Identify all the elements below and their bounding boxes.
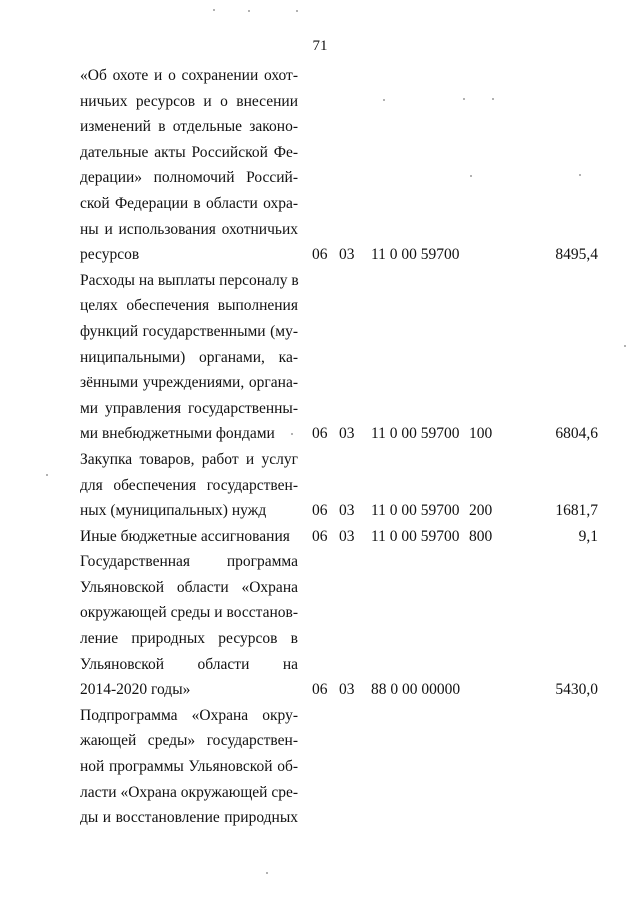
description-line: ды и восстановление природных [80, 809, 298, 827]
description-line: 2014-2020 годы» [80, 681, 191, 699]
description-line: ных (муниципальных) нужд [80, 502, 267, 520]
table-row [80, 703, 600, 831]
target-article-code: 11 0 00 59700 [371, 527, 460, 545]
description-line: «Об охоте и о сохранении охот- [80, 67, 298, 84]
expense-type-code: 800 [469, 527, 493, 545]
target-article-code: 88 0 00 00000 [371, 681, 461, 699]
description-line: Подпрограмма «Охрана окру- [80, 706, 298, 724]
subsection-code: 03 [339, 681, 355, 699]
section-code: 06 [312, 502, 328, 520]
scan-speck [46, 474, 48, 476]
description-line: дательные акты Российской Фе- [80, 143, 298, 161]
description-line: дерации» полномочий Россий- [80, 169, 298, 187]
amount: 5430,0 [555, 681, 598, 699]
scan-speck [296, 10, 298, 12]
description-line: ление природных ресурсов в [80, 630, 298, 648]
description-line: ничьих ресурсов и о внесении [80, 92, 298, 110]
description-line: ми внебюджетными фондами [80, 425, 275, 443]
table-row [80, 524, 600, 550]
description-line: окружающей среды и восстанов- [80, 604, 298, 622]
description-line: изменений в отдельные законо- [80, 118, 298, 136]
amount: 9,1 [578, 527, 598, 545]
description-line: ны и использования охотничьих [80, 220, 298, 238]
target-article-code: 11 0 00 59700 [371, 502, 460, 520]
table-row [80, 268, 600, 447]
description-line: ресурсов [80, 246, 140, 264]
description-line: ной программы Ульяновской об- [80, 758, 298, 776]
scan-speck [266, 872, 268, 874]
expense-type-code: 200 [469, 502, 493, 520]
subsection-code: 03 [339, 527, 355, 545]
row-description [80, 549, 298, 703]
description-line: жающей среды» государствен- [80, 732, 298, 750]
description-line: Расходы на выплаты персоналу в [80, 271, 299, 289]
description-line: для обеспечения государствен- [80, 476, 298, 494]
scan-speck [383, 99, 385, 101]
subsection-code: 03 [339, 425, 355, 443]
subsection-code: 03 [339, 246, 355, 264]
row-description [80, 268, 298, 447]
row-description [80, 524, 298, 550]
scan-speck [624, 345, 626, 347]
description-line: Иные бюджетные ассигнования [80, 527, 290, 545]
description-line: ми управления государственны- [80, 399, 298, 417]
scan-speck [579, 174, 581, 176]
description-line: целях обеспечения выполнения [80, 297, 298, 315]
scan-speck [463, 98, 465, 100]
description-line: ниципальными) органами, ка- [80, 348, 298, 366]
row-description [80, 63, 298, 268]
scan-speck [470, 175, 472, 177]
scan-speck [213, 9, 215, 11]
amount: 8495,4 [555, 246, 598, 264]
section-code: 06 [312, 681, 328, 699]
description-line: зёнными учреждениями, органа- [80, 374, 298, 392]
row-description [80, 447, 298, 524]
description-line: Закупка товаров, работ и услуг [80, 450, 298, 468]
amount: 6804,6 [555, 425, 598, 443]
subsection-code: 03 [339, 502, 355, 520]
section-code: 06 [312, 527, 328, 545]
description-line: ской Федерации в области охра- [80, 194, 298, 212]
target-article-code: 11 0 00 59700 [371, 425, 460, 443]
table-row [80, 447, 600, 524]
amount: 1681,7 [555, 502, 598, 520]
expense-type-code: 100 [469, 425, 493, 443]
target-article-code: 11 0 00 59700 [371, 246, 460, 264]
section-code: 06 [312, 425, 328, 443]
scan-speck [248, 10, 250, 12]
description-line: Ульяновской области «Охрана [80, 578, 298, 596]
table-row [80, 549, 600, 703]
scan-speck [492, 98, 494, 100]
table-row [80, 63, 600, 268]
description-line: Государственная программа [80, 553, 298, 571]
section-code: 06 [312, 246, 328, 264]
description-line: ласти «Охрана окружающей сре- [80, 783, 299, 801]
row-description [80, 703, 298, 831]
description-line: функций государственными (му- [80, 322, 298, 340]
description-line: Ульяновской области на [80, 655, 298, 673]
budget-table [80, 63, 600, 831]
page-number: 71 [312, 38, 328, 54]
scan-speck [291, 433, 293, 435]
